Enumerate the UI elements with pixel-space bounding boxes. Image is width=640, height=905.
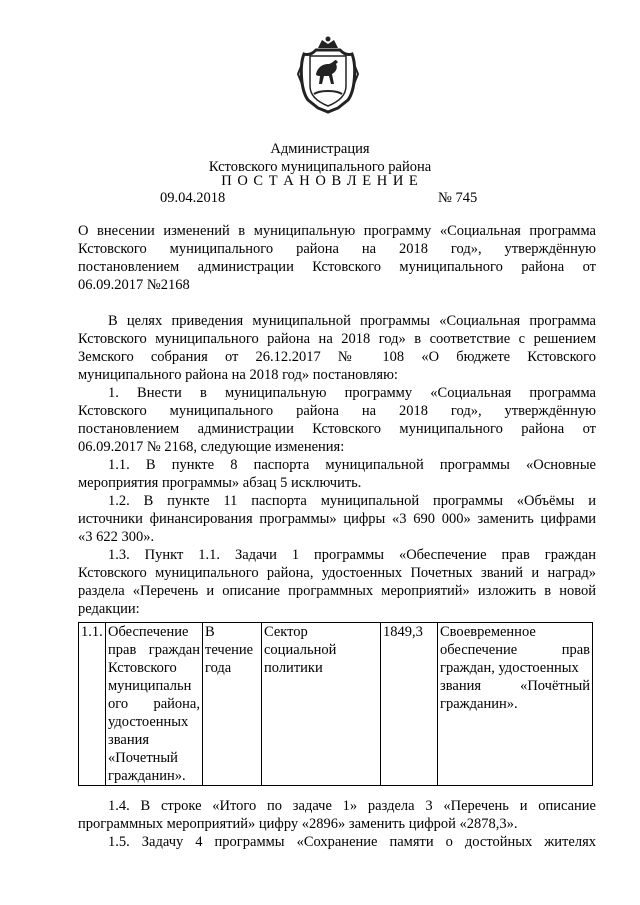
item-1-3-line: раздела «Перечень и описание программных мероприятий» изложить в новой	[78, 583, 596, 599]
program-measures-table	[78, 622, 593, 786]
item-1-4-line: программных мероприятий» цифру «2896» заменить цифрой «2878,3».	[78, 816, 518, 832]
doc-number: № 745	[438, 190, 478, 206]
item-1-line: Кстовского муниципального района на 2018 год», утверждённую	[78, 403, 596, 419]
subject-line: постановлением администрации Кстовского муниципального района от	[78, 259, 596, 275]
item-1-3-line: 1.3. Пункт 1.1. Задачи 1 программы «Обеспечение прав граждан	[108, 547, 596, 563]
preamble-line: Земского собрания от 26.12.2017 № 108 «О бюджете Кстовского	[78, 349, 596, 365]
cell-expected-result: Своевременное обеспечение прав граждан, удостоенных звания «Почётный гражданин».	[438, 623, 593, 786]
preamble-line: В целях приведения муниципальной программы «Социальная программа	[108, 313, 596, 329]
item-1-3-line: Кстовского муниципального района, удостоенных Почетных званий и наград»	[78, 565, 596, 581]
doc-date: 09.04.2018	[160, 190, 226, 206]
org-title: Администрация	[270, 141, 370, 157]
subject-line: 06.09.2017 №2168	[78, 277, 190, 293]
item-1-1-line: мероприятия программы» абзац 5 исключить.	[78, 475, 362, 491]
preamble-line: Кстовского муниципального района на 2018 год» в соответствие с решением	[78, 331, 596, 347]
item-1-line: 1. Внести в муниципальную программу «Социальная программа	[108, 385, 596, 401]
subject-line: Кстовского муниципального района на 2018 год», утверждённую	[78, 241, 596, 257]
item-1-2-line: «3 622 300».	[78, 529, 155, 545]
item-1-2-line: 1.2. В пункте 11 паспорта муниципальной программы «Объёмы и	[108, 493, 596, 509]
item-1-line: постановлением администрации Кстовского муниципального района от	[78, 421, 596, 437]
cell-number: 1.1.	[79, 623, 106, 786]
cell-executor: Сектор социальной политики	[262, 623, 381, 786]
coat-of-arms-emblem	[296, 34, 360, 116]
org-subtitle: Кстовского муниципального района	[208, 159, 432, 175]
subject-line: О внесении изменений в муниципальную программу «Социальная программа	[78, 223, 596, 239]
item-1-line: 06.09.2017 № 2168, следующие изменения:	[78, 439, 345, 455]
table-row	[79, 623, 593, 786]
cell-measure-name: Обеспечение прав граждан Кстовского муниципальн ого района, удостоенных звания «Почетный гражданин».	[106, 623, 203, 786]
item-1-2-line: источники финансирования программы» цифры «3 690 000» заменить цифрами	[78, 511, 596, 527]
item-1-1-line: 1.1. В пункте 8 паспорта муниципальной программы «Основные	[108, 457, 596, 473]
doc-type: П О С Т А Н О В Л Е Н И Е	[221, 173, 419, 189]
item-1-3-line: редакции:	[78, 601, 140, 617]
cell-amount: 1849,3	[381, 623, 438, 786]
item-1-4-line: 1.4. В строке «Итого по задаче 1» раздела 3 «Перечень и описание	[108, 798, 596, 814]
preamble-line: муниципального района на 2018 год» постановляю:	[78, 367, 398, 383]
item-1-5-line: 1.5. Задачу 4 программы «Сохранение памяти о достойных жителях	[108, 834, 596, 850]
cell-term: В течение года	[203, 623, 262, 786]
